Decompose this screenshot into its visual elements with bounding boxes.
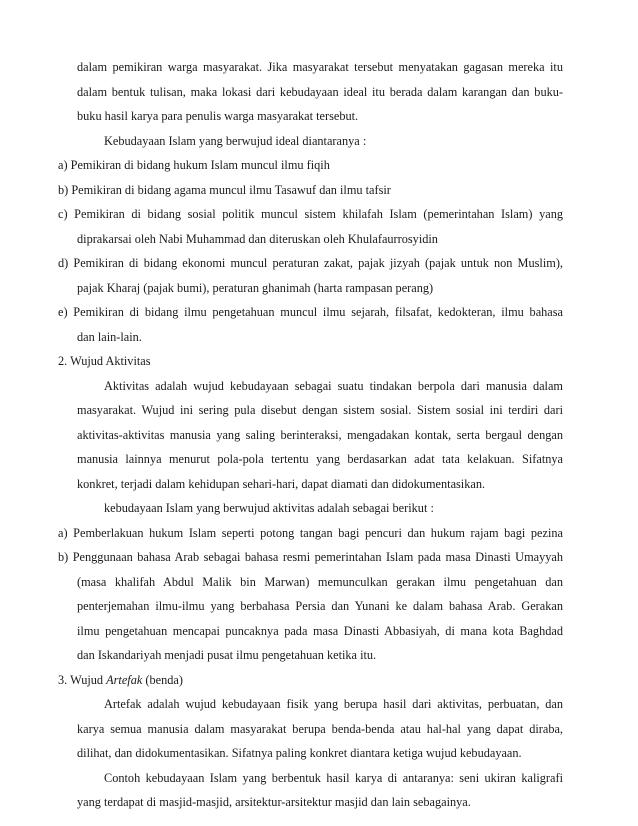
paragraph-line: Aktivitas adalah wujud kebudayaan sebagai suatu tindakan berpola dari manusia dalam — [104, 378, 563, 393]
paragraph-line: konkret, terjadi dalam kehidupan sehari-hari, dapat diamati dan didokumentasikan. — [77, 476, 486, 491]
list-item: c) Pemikiran di bidang sosial politik muncul sistem khilafah Islam (pemerintahan Islam) yang — [58, 207, 563, 221]
list-item: b) Pemikiran di bidang agama muncul ilmu Tasawuf dan ilmu tafsir — [58, 182, 391, 197]
paragraph-line: Contoh kebudayaan Islam yang berbentuk hasil karya di antaranya: seni ukiran kaligrafi — [104, 770, 563, 785]
section-heading — [58, 668, 183, 693]
paragraph-line: aktivitas-aktivitas manusia yang saling berinteraksi, mengadakan kontak, serta bergaul dengan — [77, 427, 563, 442]
list-item-continuation: dan Iskandariyah menjadi pusat ilmu pengetahuan ketika itu. — [77, 648, 377, 662]
list-item-continuation: pajak Kharaj (pajak bumi), peraturan ghanimah (harta rampasan perang) — [77, 280, 434, 295]
paragraph-line: dilihat, dan didokumentasikan. Sifatnya paling konkret diantara ketiga wujud kebudayaan. — [77, 746, 522, 760]
paragraph-line: yang terdapat di masjid-masjid, arsitektur-arsitektur masjid dan lain sebagainya. — [77, 795, 471, 809]
list-item-continuation: dan lain-lain. — [77, 329, 142, 344]
paragraph-line: Artefak adalah wujud kebudayaan fisik yang berupa hasil dari aktivitas, perbuatan, dan — [104, 697, 563, 711]
list-item-continuation: diprakarsai oleh Nabi Muhammad dan diteruskan oleh Khulafaurrosyidin — [77, 231, 438, 246]
list-item-continuation: (masa khalifah Abdul Malik bin Marwan) memunculkan gerakan ilmu pengetahuan dan — [77, 574, 563, 589]
paragraph-line: masyarakat. Wujud ini sering pula disebut dengan sistem sosial. Sistem sosial ini terdiri dari — [77, 403, 563, 417]
list-item-continuation: ilmu pengetahuan mencapai puncaknya pada masa Dinasti Abbasiyah, di mana kota Baghdad — [77, 623, 563, 638]
list-item: a) Pemberlakuan hukum Islam seperti potong tangan bagi pencuri dan hukum rajam bagi pezina — [58, 525, 563, 540]
paragraph-line: Kebudayaan Islam yang berwujud ideal diantaranya : — [104, 133, 367, 148]
list-item: e) Pemikiran di bidang ilmu pengetahuan muncul ilmu sejarah, filsafat, kedokteran, ilmu bahasa — [58, 305, 563, 319]
heading-prefix: 3. Wujud — [58, 672, 107, 687]
heading-italic: Artefak — [106, 672, 143, 687]
section-heading: 2. Wujud Aktivitas — [58, 354, 151, 368]
list-item-continuation: penterjemahan ilmu-ilmu yang berbahasa Persia dan Yunani ke dalam bahasa Arab. Gerakan — [77, 599, 563, 613]
paragraph-line: dalam bentuk tulisan, maka lokasi dari kebudayaan ideal itu berada dalam karangan dan buku- — [77, 84, 563, 99]
heading-suffix: (benda) — [142, 672, 183, 687]
list-item: b) Penggunaan bahasa Arab sebagai bahasa resmi pemerintahan Islam pada masa Dinasti Umayyah — [58, 550, 563, 564]
paragraph-line: kebudayaan Islam yang berwujud aktivitas adalah sebagai berikut : — [104, 501, 434, 515]
paragraph-line: karya semua manusia dalam masyarakat berupa benda-benda atau hal-hal yang dapat diraba, — [77, 721, 563, 736]
list-item: d) Pemikiran di bidang ekonomi muncul peraturan zakat, pajak jizyah (pajak untuk non Muslim), — [58, 256, 563, 270]
paragraph-line: buku hasil karya para penulis warga masyarakat tersebut. — [77, 109, 359, 123]
list-item: a) Pemikiran di bidang hukum Islam muncul ilmu fiqih — [58, 158, 330, 172]
paragraph-line: dalam pemikiran warga masyarakat. Jika masyarakat tersebut menyatakan gagasan mereka itu — [77, 60, 563, 74]
paragraph-line: manusia lainnya menurut pola-pola tertentu yang berdasarkan adat tata kelakuan. Sifatnya — [77, 452, 563, 466]
